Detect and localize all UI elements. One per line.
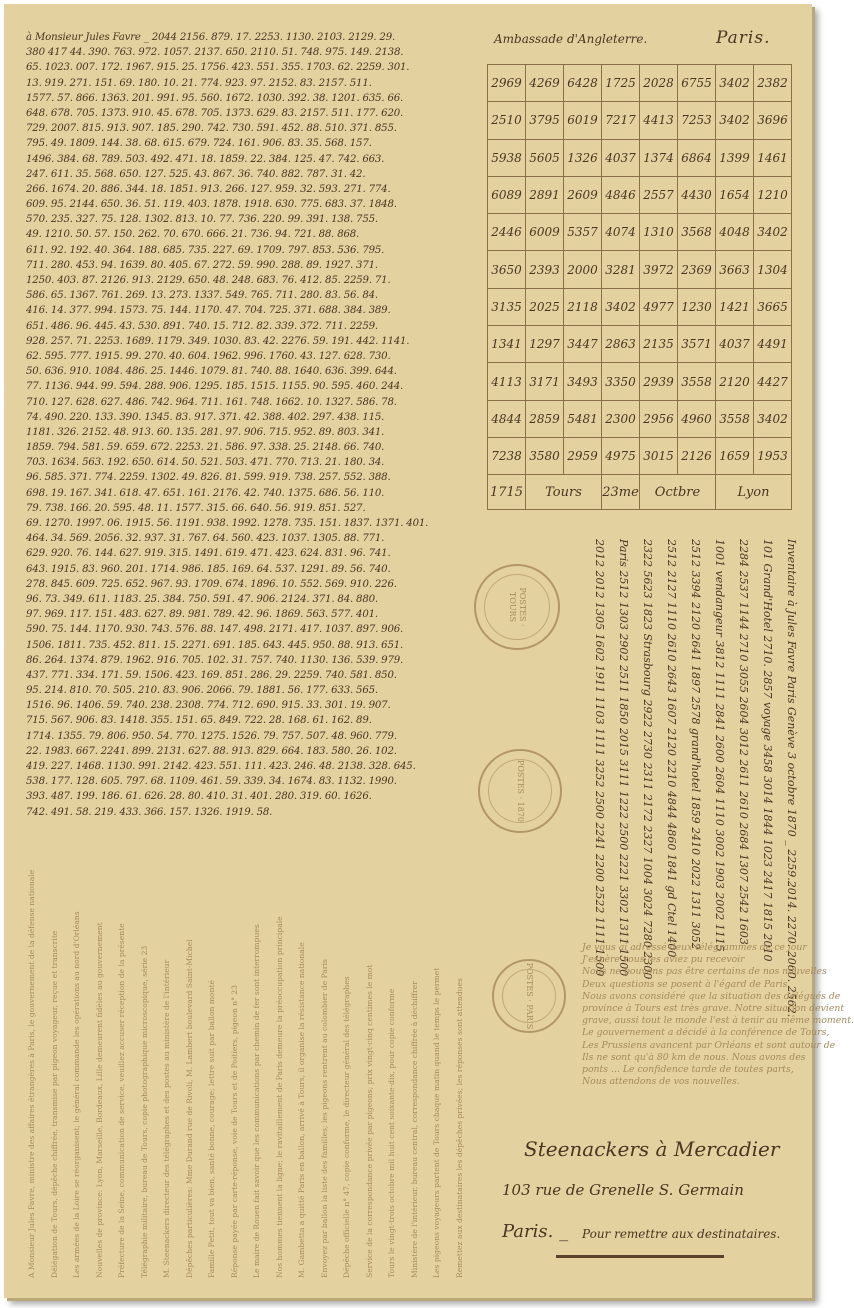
cipher-row: 795. 49. 1809. 144. 38. 68. 615. 679. 724. 161. 906. 83. 35. 568. 157. [26, 138, 372, 150]
cipher-row: 437. 771. 334. 171. 59. 1506. 423. 169. 851. 286. 29. 2259. 740. 581. 850. [26, 669, 397, 681]
code-table-cell: 7253 [678, 102, 716, 139]
code-table-cell: 2120 [716, 363, 754, 400]
microtext-column: Ministère de l'intérieur, bureau central, correspondance chiffrée à déchiffrer [409, 981, 419, 1278]
microtext-column: Dépêche officielle n° 47, copie conforme, le directeur général des télégraphes [342, 976, 351, 1278]
cipher-row: 590. 75. 144. 1170. 930. 743. 576. 88. 147. 498. 2171. 417. 1037. 897. 906. [26, 624, 404, 636]
cipher-row: 86. 264. 1374. 879. 1962. 916. 705. 102. 31. 757. 740. 1130. 136. 539. 979. [26, 654, 404, 666]
cipher-row: 651. 486. 96. 445. 43. 530. 891. 740. 15. 712. 82. 339. 372. 711. 2259. [26, 320, 378, 332]
code-table-cell: 2863 [602, 326, 640, 363]
code-table-cell: 6864 [678, 139, 716, 176]
code-table-cell: 6755 [678, 65, 716, 102]
code-table-cell: 3281 [602, 251, 640, 288]
microtext-column: Les pigeons voyageurs partent de Tours chaque matin quand le temps le permet [432, 967, 441, 1278]
vertical-text-line: 2012 2012 1305 1602 1911 1103 1111 3252 2500 2241 2200 2522 1111 1500 [593, 539, 606, 977]
address-city-line: Paris. _ [502, 1221, 569, 1242]
stamp-text: POSTES · 1870 [516, 759, 525, 823]
cipher-row: 247. 611. 35. 568. 650. 127. 525. 43. 867. 36. 740. 882. 787. 31. 42. [26, 168, 366, 180]
cipher-row: 648. 678. 705. 1373. 910. 45. 678. 705. 1373. 629. 83. 2157. 511. 177. 620. [26, 107, 404, 119]
microtext-column: Délégation de Tours, dépêche chiffrée, transmise par pigeon voyageur, reçue et transcrite [49, 930, 59, 1278]
cipher-row: 380 417 44. 390. 763. 972. 1057. 2137. 650. 2110. 51. 748. 975. 149. 2138. [26, 47, 404, 59]
code-table-cell: 6019 [564, 102, 602, 139]
code-table-cell: 3171 [526, 363, 564, 400]
code-table-cell: 2135 [640, 326, 678, 363]
code-table-cell: 3402 [754, 214, 792, 251]
microtext-column: M. Steenackers directeur des télégraphes et des postes au ministère de l'intérieur [162, 959, 171, 1278]
code-table-cell: 2891 [526, 176, 564, 213]
code-table-cell: 3135 [488, 288, 526, 325]
address-instruction-line: Pour remettre aux destinataires. [582, 1227, 781, 1241]
microtext-column: M. Gambetta a quitté Paris en ballon, arrivé à Tours, il organise la résistance nationale [297, 942, 306, 1278]
code-table-cell: 4074 [602, 214, 640, 251]
cipher-row: 278. 845. 609. 725. 652. 967. 93. 1709. 674. 1896. 10. 552. 569. 910. 226. [26, 578, 397, 590]
code-table-row [488, 176, 792, 213]
code-table-cell: 1461 [754, 139, 792, 176]
address-street-line: 103 rue de Grenelle S. Germain [502, 1181, 744, 1199]
microtext-area [24, 816, 479, 1286]
code-table-cell: 2959 [564, 437, 602, 474]
code-table-cell: 3696 [754, 102, 792, 139]
cipher-row: 50. 636. 910. 1084. 486. 25. 1446. 1079. 81. 740. 88. 1640. 636. 399. 644. [26, 366, 397, 378]
code-table-cell: 4269 [526, 65, 564, 102]
code-table-cell: 1297 [526, 326, 564, 363]
code-table-cell: 2300 [602, 400, 640, 437]
microtext-column: A Monsieur Jules Favre, ministre des affaires étrangères à Paris, le gouvernement de la défense nationale [27, 869, 36, 1278]
code-table-cell: 4037 [602, 139, 640, 176]
code-table-row [488, 102, 792, 139]
code-table-cell: 1421 [716, 288, 754, 325]
cipher-row: 266. 1674. 20. 886. 344. 18. 1851. 913. 266. 127. 959. 32. 593. 271. 774. [26, 183, 391, 195]
cipher-row: 711. 280. 453. 94. 1639. 80. 405. 67. 272. 59. 990. 288. 89. 1927. 371. [26, 259, 378, 271]
code-table-cell: 1374 [640, 139, 678, 176]
code-table-cell: 4113 [488, 363, 526, 400]
note-line: Nous ne pouvons pas être certains de nos nouvelles [582, 966, 827, 978]
code-table-cell: 5938 [488, 139, 526, 176]
note-line: Je vous ai adressé deux télégrammes de ce jour [582, 942, 807, 953]
microtext-column: Nouvelles de province: Lyon, Marseille, Bordeaux, Lille demeurent fidèles au gouvernement [94, 922, 104, 1278]
code-table-cell: 4960 [678, 400, 716, 437]
code-table-cell: 2859 [526, 400, 564, 437]
note-line: Nous attendons de vos nouvelles. [582, 1076, 740, 1088]
cipher-row: 643. 1915. 83. 960. 201. 1714. 986. 185. 169. 64. 537. 1291. 89. 56. 740. [26, 563, 391, 575]
cipher-row: 419. 227. 1468. 1130. 991. 2142. 423. 551. 111. 423. 246. 48. 2138. 328. 645. [26, 761, 416, 772]
cipher-row: 13. 919. 271. 151. 69. 180. 10. 21. 774. 923. 97. 2152. 83. 2157. 511. [26, 77, 372, 89]
code-table-cell: 7217 [602, 102, 640, 139]
code-table-cell: 4975 [602, 437, 640, 474]
code-table-cell: 2025 [526, 288, 564, 325]
code-table-cell: 4846 [602, 176, 640, 213]
code-table-cell: 3015 [640, 437, 678, 474]
code-table [487, 64, 792, 510]
code-table-cell: 3580 [526, 437, 564, 474]
footer-month: Octbre [640, 475, 716, 510]
code-table-cell: 2446 [488, 214, 526, 251]
code-table-row [488, 65, 792, 102]
code-table-cell: 3663 [716, 251, 754, 288]
note-line: J'espère vous les aviez pu recevoir [582, 954, 745, 966]
code-table-cell: 3402 [602, 288, 640, 325]
code-table-row [488, 288, 792, 325]
code-table-footer-row [488, 475, 792, 510]
code-table-cell: 6428 [564, 65, 602, 102]
code-table-cell: 1341 [488, 326, 526, 363]
code-table-cell: 3558 [678, 363, 716, 400]
microtext-column: Les armées de la Loire se réorganisent; le général commande les opérations au nord d'Orléans [72, 911, 81, 1278]
code-table-cell: 4977 [640, 288, 678, 325]
microtext-column: Télégraphie militaire, bureau de Tours, copie photographique microscopique, série 23 [139, 945, 149, 1278]
vertical-text-line: 1001 vendangeur 3812 1111 2841 2600 2604 1110 3002 1903 2002 1115 [713, 539, 726, 952]
cipher-row: 609. 95. 2144. 650. 36. 51. 119. 403. 1878. 1918. 630. 775. 683. 37. 1848. [26, 199, 397, 211]
cipher-row: 1181. 326. 2152. 48. 913. 60. 135. 281. 97. 906. 715. 952. 89. 803. 341. [26, 426, 385, 438]
cipher-row: 1577. 57. 866. 1363. 201. 991. 95. 560. 1672. 1030. 392. 38. 1201. 635. 66. [26, 92, 404, 104]
postmark-stamp [474, 564, 560, 650]
code-table-cell: 5481 [564, 400, 602, 437]
cipher-row: 715. 567. 906. 83. 1418. 355. 151. 65. 849. 722. 28. 168. 61. 162. 89. [26, 715, 372, 727]
code-table-cell: 1304 [754, 251, 792, 288]
vertical-text-line: 2512 2127 1110 2610 2643 1607 2120 2210 4844 4860 1841 gd Ctel 1400 [665, 539, 678, 958]
vertical-text-line: 2512 3394 2120 2641 1897 2578 grand'hotel 1859 2410 2022 1311 3052 [689, 539, 702, 950]
vertical-text-line: 2284 2537 1144 2710 3055 2604 3012 2611 2610 2684 1307 2542 1603 [737, 539, 750, 945]
stamp-text: POSTES · PARIS [525, 962, 534, 1030]
cipher-row: 77. 1136. 944. 99. 594. 288. 906. 1295. 185. 1515. 1155. 90. 595. 460. 244. [26, 381, 404, 393]
code-table-cell: 3665 [754, 288, 792, 325]
code-table-cell: 6089 [488, 176, 526, 213]
address-sender-line: Steenackers à Mercadier [524, 1137, 780, 1161]
cipher-row: 96. 73. 349. 611. 1183. 25. 384. 750. 591. 47. 906. 2124. 371. 84. 880. [26, 593, 378, 605]
microtext-column: Service de la correspondance privée par pigeons; prix vingt-cinq centimes le mot [364, 964, 374, 1278]
microtext-column: Réponse payée par carte-réponse, voie de Tours et de Poitiers, pigeon n° 23 [229, 984, 239, 1278]
microtext-column: Tours le vingt-trois octobre mil huit cent soixante-dix, pour copie conforme [387, 988, 396, 1278]
vertical-text-line: Inventaire à Jules Favre Paris Genève 3 octobre 1870 _ 2259.2014. 2270. 2060. 2562. [785, 539, 798, 1018]
cipher-row: 1714. 1355. 79. 806. 950. 54. 770. 1275. 1526. 79. 757. 507. 48. 960. 779. [26, 730, 397, 742]
code-table-cell: 4491 [754, 326, 792, 363]
cipher-row: 629. 920. 76. 144. 627. 919. 315. 1491. 619. 471. 423. 624. 831. 96. 741. [26, 548, 391, 560]
code-table-cell: 2557 [640, 176, 678, 213]
code-table-cell: 2939 [640, 363, 678, 400]
postmark-stamp [478, 749, 562, 833]
cipher-row: 570. 235. 327. 75. 128. 1302. 813. 10. 77. 736. 220. 99. 391. 138. 755. [26, 214, 378, 226]
code-table-cell: 4413 [640, 102, 678, 139]
code-table-cell: 3402 [754, 400, 792, 437]
cipher-row: 698. 19. 167. 341. 618. 47. 651. 161. 2176. 42. 740. 1375. 686. 56. 110. [26, 487, 385, 499]
cipher-row: 1859. 794. 581. 59. 659. 672. 2253. 21. 586. 97. 338. 25. 2148. 66. 740. [26, 442, 385, 454]
code-table-cell: 3402 [716, 102, 754, 139]
code-table-cell: 1230 [678, 288, 716, 325]
microtext-column: Remettez aux destinataires les dépêches privées; les réponses sont attendues [454, 978, 464, 1278]
code-table-row [488, 214, 792, 251]
cipher-row: à Monsieur Jules Favre _ 2044 2156. 879. 17. 2253. 1130. 2103. 2129. 29. [26, 32, 396, 43]
microtext-column: Le maire de Rouen fait savoir que les communications par chemin de fer sont interrompues [252, 924, 261, 1278]
code-table-cell: 4427 [754, 363, 792, 400]
code-table-row [488, 400, 792, 437]
code-table-cell: 1725 [602, 65, 640, 102]
cipher-row: 97. 969. 117. 151. 483. 627. 89. 981. 789. 42. 96. 1869. 563. 577. 401. [26, 609, 378, 621]
cipher-row: 538. 177. 128. 605. 797. 68. 1109. 461. 59. 339. 34. 1674. 83. 1132. 1990. [26, 776, 397, 788]
cipher-row: 742. 491. 58. 219. 433. 366. 157. 1326. 1919. 58. [26, 806, 273, 818]
code-table-cell: 1399 [716, 139, 754, 176]
cipher-row: 393. 487. 199. 186. 61. 626. 28. 80. 410. 31. 401. 280. 319. 60. 1626. [26, 791, 372, 803]
code-table-cell: 3972 [640, 251, 678, 288]
cipher-row: 65. 1023. 007. 172. 1967. 915. 25. 1756. 423. 551. 355. 1703. 62. 2259. 301. [26, 62, 410, 74]
microtext-column: Dépêches particulières: Mme Durand rue de Rivoli, M. Lambert boulevard Saint-Michel [184, 939, 194, 1278]
code-table-cell: 6009 [526, 214, 564, 251]
code-table-cell: 4844 [488, 400, 526, 437]
code-table-cell: 3350 [602, 363, 640, 400]
code-table-cell: 2956 [640, 400, 678, 437]
code-table-row [488, 139, 792, 176]
footer-code: 1715 [488, 475, 526, 510]
code-table-cell: 3571 [678, 326, 716, 363]
footer-city: Lyon [716, 475, 792, 510]
code-table-cell: 3493 [564, 363, 602, 400]
address-underline [556, 1255, 724, 1258]
code-table-cell: 1210 [754, 176, 792, 213]
note-line: Ils ne sont qu'à 80 km de nous. Nous avons des [582, 1051, 806, 1063]
note-line: Nous avons considéré que la situation des délégués de [582, 990, 841, 1002]
cipher-row: 1250. 403. 87. 2126. 913. 2129. 650. 48. 248. 683. 76. 412. 85. 2259. 71. [26, 275, 391, 286]
cipher-number-block [26, 30, 466, 820]
document-sheet [4, 4, 854, 1298]
code-table-cell: 2118 [564, 288, 602, 325]
microtext-column: Préfecture de la Seine, communication de service, veuillez accuser réception de la présente [117, 923, 126, 1278]
code-table-cell: 4048 [716, 214, 754, 251]
code-table-row [488, 326, 792, 363]
code-table-cell: 5605 [526, 139, 564, 176]
microtext-column: Nos hommes tiennent la ligne; le ravitaillement de Paris demeure la préoccupation principale [274, 916, 284, 1278]
cipher-row: 611. 92. 192. 40. 364. 188. 685. 735. 227. 69. 1709. 797. 853. 536. 795. [26, 244, 385, 256]
cipher-row: 95. 214. 810. 70. 505. 210. 83. 906. 2066. 79. 1881. 56. 177. 633. 565. [26, 685, 378, 697]
code-table-row [488, 251, 792, 288]
cipher-row: 729. 2007. 815. 913. 907. 185. 290. 742. 730. 591. 452. 88. 510. 371. 855. [26, 123, 397, 135]
code-table-row [488, 437, 792, 474]
code-table-cell: 1953 [754, 437, 792, 474]
vertical-text-line: 101 Grand'Hotel 2710. 2857 voyage 3458 3014 1844 1023 2417 1815 2010 [761, 539, 774, 962]
cipher-row: 69. 1270. 1997. 06. 1915. 56. 1191. 938. 1992. 1278. 735. 151. 1837. 1371. 401. [26, 518, 429, 529]
note-line: grave, aussi tout le monde l'est à tenir au même moment. [582, 1015, 854, 1027]
stamp-text: POSTES · TOURS [508, 587, 527, 627]
cipher-row: 22. 1983. 667. 2241. 899. 2131. 627. 88. 913. 829. 664. 183. 580. 26. 102. [26, 745, 397, 757]
code-table-cell: 4430 [678, 176, 716, 213]
code-table-cell: 2609 [564, 176, 602, 213]
code-table-cell: 3650 [488, 251, 526, 288]
code-table-cell: 4037 [716, 326, 754, 363]
cipher-row: 74. 490. 220. 133. 390. 1345. 83. 917. 371. 42. 388. 402. 297. 438. 115. [26, 411, 385, 423]
code-table-cell: 2000 [564, 251, 602, 288]
code-table-cell: 2382 [754, 65, 792, 102]
cipher-row: 586. 65. 1367. 761. 269. 13. 273. 1337. 549. 765. 711. 280. 83. 56. 84. [26, 290, 378, 302]
code-table-cell: 2369 [678, 251, 716, 288]
cipher-row: 96. 585. 371. 774. 2259. 1302. 49. 826. 81. 599. 919. 738. 257. 552. 388. [26, 472, 391, 484]
note-line: Deux questions se posent à l'égard de Paris [582, 978, 788, 990]
code-table-cell: 1659 [716, 437, 754, 474]
cipher-row: 49. 1210. 50. 57. 150. 262. 70. 670. 666. 21. 736. 94. 721. 88. 868. [26, 229, 360, 241]
footer-date: 23me [602, 475, 640, 510]
code-table-cell: 3795 [526, 102, 564, 139]
cipher-row: 464. 34. 569. 2056. 32. 937. 31. 767. 64. 560. 423. 1037. 1305. 88. 771. [26, 533, 385, 545]
code-table-cell: 5357 [564, 214, 602, 251]
code-table-cell: 3402 [716, 65, 754, 102]
code-table-cell: 3568 [678, 214, 716, 251]
postmark-stamp [492, 959, 566, 1033]
vertical-text-line: Paris 2512 1303 2902 2511 1850 2015 3111 1222 2500 2221 3302 1311 1500 [617, 539, 630, 977]
code-table-cell: 1310 [640, 214, 678, 251]
code-table-cell: 1326 [564, 139, 602, 176]
embassy-label: Ambassade d'Angleterre. [494, 32, 648, 46]
code-table-cell: 1654 [716, 176, 754, 213]
cipher-row: 1496. 384. 68. 789. 503. 492. 471. 18. 1859. 22. 384. 125. 47. 742. 663. [26, 153, 385, 165]
cipher-row: 928. 257. 71. 2253. 1689. 1179. 349. 1030. 83. 42. 2276. 59. 191. 442. 1141. [26, 335, 410, 347]
code-table-cell: 2969 [488, 65, 526, 102]
vertical-text-line: 2322 5623 1823 Strasbourg 2922 2730 2311 2172 2327 1004 3024 7280 2300 [641, 539, 654, 980]
code-table-cell: 7238 [488, 437, 526, 474]
city-label: Paris. [716, 28, 771, 48]
cipher-row: 79. 738. 166. 20. 595. 48. 11. 1577. 315. 66. 640. 56. 919. 851. 527. [26, 502, 366, 514]
cipher-row: 1506. 1811. 735. 452. 811. 15. 2271. 691. 185. 643. 445. 950. 88. 913. 651. [26, 639, 404, 651]
code-table-cell: 2028 [640, 65, 678, 102]
microtext-column: Famille Petit, tout va bien, santé bonne, courage; lettre suit par ballon monté [207, 979, 216, 1278]
code-table-row [488, 363, 792, 400]
cipher-row: 710. 127. 628. 627. 486. 742. 964. 711. 161. 748. 1662. 10. 1327. 586. 78. [26, 396, 397, 408]
code-table-cell: 3558 [716, 400, 754, 437]
microtext-column: Envoyez par ballon la liste des familles; les pigeons rentrent au colombier de Paris [319, 959, 329, 1278]
cipher-row: 703. 1634. 563. 192. 650. 614. 50. 521. 503. 471. 770. 713. 21. 180. 34. [26, 457, 385, 469]
cipher-row: 1516. 96. 1406. 59. 740. 238. 2308. 774. 712. 690. 915. 33. 301. 19. 907. [26, 700, 391, 712]
code-table-cell: 3447 [564, 326, 602, 363]
cipher-row: 416. 14. 377. 994. 1573. 75. 144. 1170. 47. 704. 725. 371. 688. 384. 389. [26, 305, 391, 317]
faint-notes [582, 942, 854, 1088]
cipher-row: 62. 595. 777. 1915. 99. 270. 40. 604. 1962. 996. 1760. 43. 127. 628. 730. [26, 350, 391, 362]
footer-place: Tours [526, 475, 602, 510]
note-line: ponts ... Le confidence tarde de toutes parts, [582, 1064, 794, 1076]
code-table-cell: 2510 [488, 102, 526, 139]
code-table-cell: 2126 [678, 437, 716, 474]
code-table-cell: 2393 [526, 251, 564, 288]
note-line: Le gouvernement a décidé à la conférence de Tours, [582, 1027, 830, 1039]
note-line: province à Tours est très grave. Notre situation devient [582, 1003, 845, 1015]
note-line: Les Prussiens avancent par Orléans et sont autour de [582, 1039, 836, 1051]
